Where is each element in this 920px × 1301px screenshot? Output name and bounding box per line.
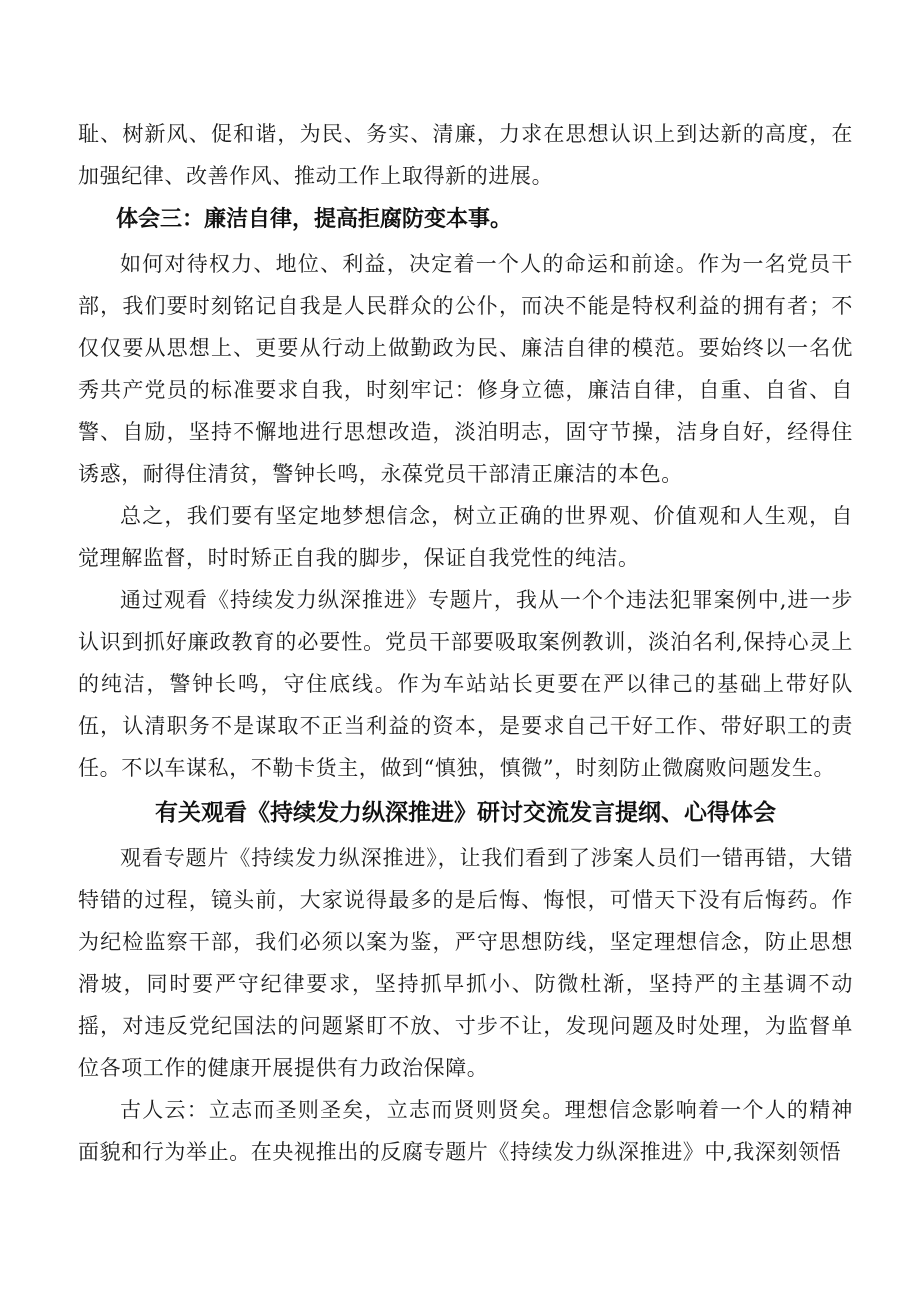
paragraph: 观看专题片《持续发力纵深推进》，让我们看到了涉案人员们一错再错，大错特错的过程，镜头前，大家说得最多的是后悔、悔恨，可惜天下没有后悔药。作为纪检监察干部，我们必须以案为鉴，严守思想防线，坚定理想信念，防止思想滑坡，同时要严守纪律要求，坚持抓早抓小、防微杜渐，坚持严的主基调不动摇，对违反党纪国法的问题紧盯不放、寸步不让，发现问题及时处理，为监督单位各项工作的健康开展提供有力政治保障。 [78,846,853,1080]
document-body [78,113,853,1173]
section-heading-3: 体会三：廉洁自律，提高拒腐防变本事。 [116,207,513,232]
paragraph: 古人云：立志而圣则圣矣，立志而贤则贤矣。理想信念影响着一个人的精神面貌和行为举止。在央视推出的反腐专题片《持续发力纵深推进》中,我深刻领悟 [78,1098,853,1164]
article-title: 有关观看《持续发力纵深推进》研讨交流发言提纲、心得体会 [155,800,776,826]
paragraph: 总之，我们要有坚定地梦想信念，树立正确的世界观、价值观和人生观，自觉理解监督，时时矫正自我的脚步，保证自我党性的纯洁。 [78,504,853,570]
paragraph-continued: 耻、树新风、促和谐，为民、务实、清廉，力求在思想认识上到达新的高度，在加强纪律、改善作风、推动工作上取得新的进展。 [78,122,853,188]
paragraph: 如何对待权力、地位、利益，决定着一个人的命运和前途。作为一名党员干部，我们要时刻铭记自我是人民群众的公仆，而决不能是特权利益的拥有者；不仅仅要从思想上、更要从行动上做勤政为民、廉洁自律的模范。要始终以一名优秀共产党员的标准要求自我，时刻牢记：修身立德，廉洁自律，自重、自省、自警、自励，坚持不懈地进行思想改造，淡泊明志，固守节操，洁身自好，经得住诱惑，耐得住清贫，警钟长鸣，永葆党员干部清正廉洁的本色。 [78,252,853,486]
paragraph: 通过观看《持续发力纵深推进》专题片，我从一个个违法犯罪案例中,进一步认识到抓好廉政教育的必要性。党员干部要吸取案例教训，淡泊名利,保持心灵上的纯洁，警钟长鸣，守住底线。作为车站站长更要在严以律己的基础上带好队伍，认清职务不是谋取不正当利益的资本，是要求自己干好工作、带好职工的责任。不以车谋私，不勒卡货主，做到“慎独，慎微”，时刻防止微腐败问题发生。 [78,588,853,780]
